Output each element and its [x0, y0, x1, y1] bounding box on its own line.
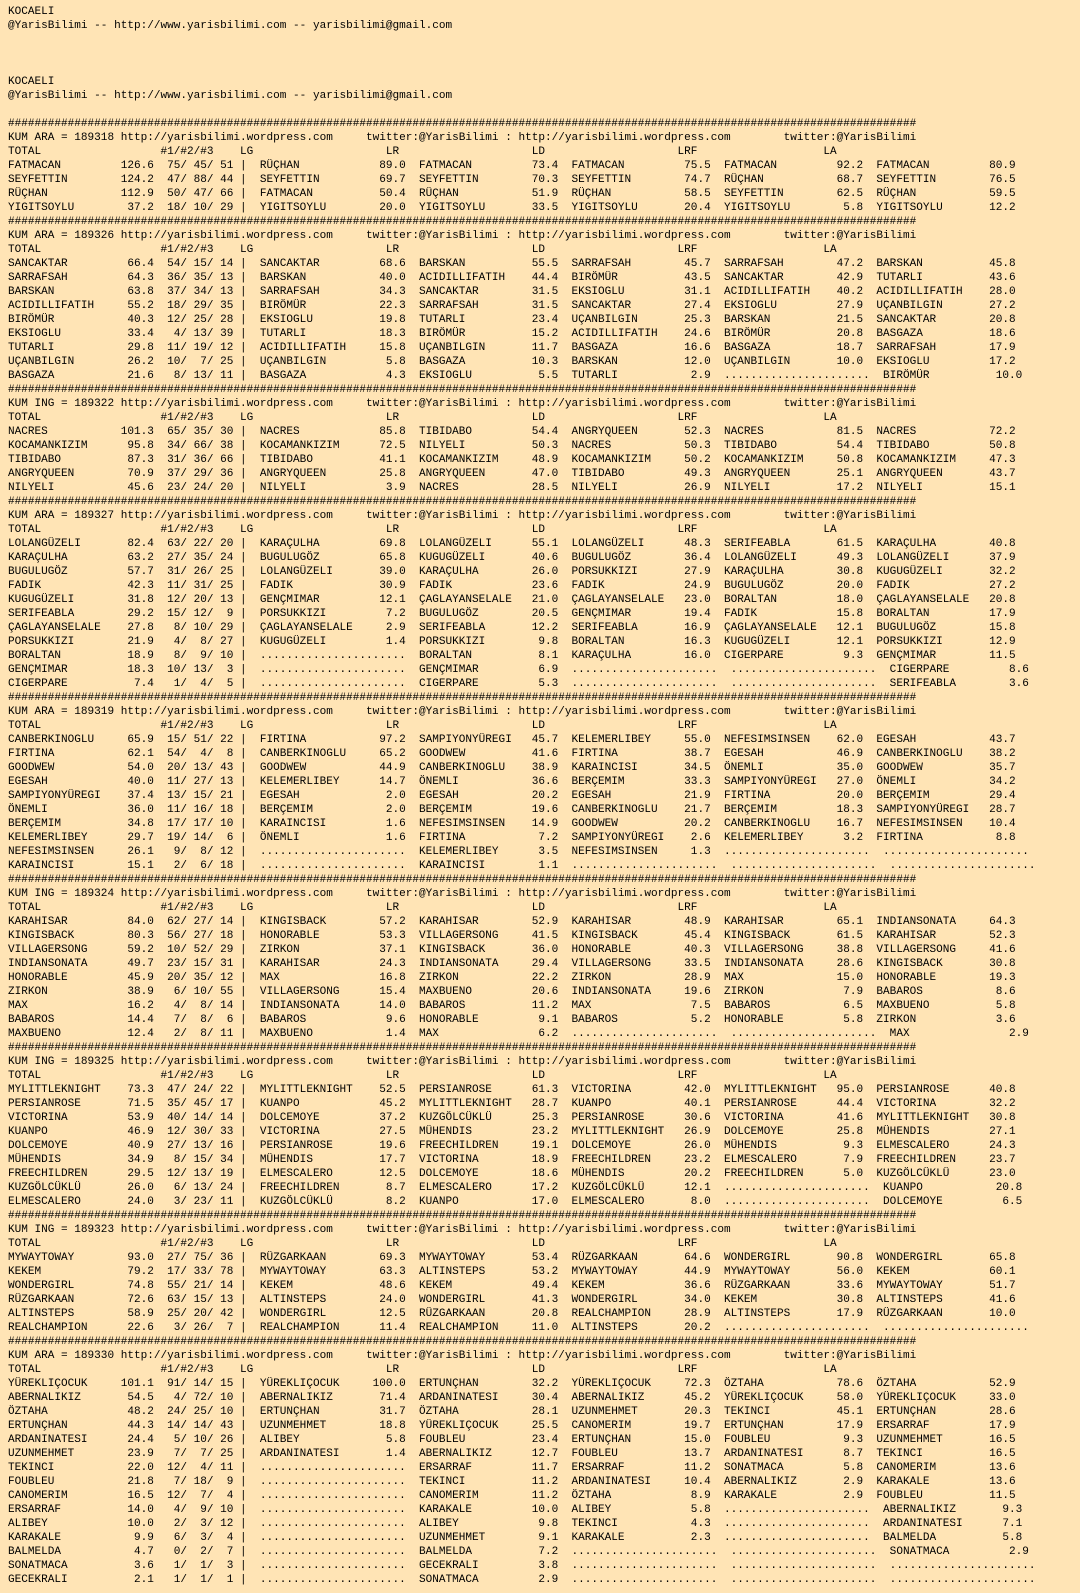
horse-row: ZIRKON 38.9 6/ 10/ 55 | VILLAGERSONG 15.4 MAXBUENO 20.6 INDIANSONATA 19.6 ZIRKON 7.9 BABAROS 8.6 — [8, 986, 1016, 998]
horse-row: KARAINCISI 15.1 2/ 6/ 18 | ...................... KARAINCISI 1.1 ...................... ...................... ...................... — [8, 860, 1036, 872]
race-title-line: KUM ING = 189323 http://yarisbilimi.wordpress.com twitter:@YarisBilimi : http://yarisbilimi.wordpress.com twitter:@YarisBilimi — [8, 1224, 917, 1236]
horse-row: BUGULUGÖZ 57.7 31/ 26/ 25 | LOLANGÜZELI 39.0 KARAÇULHA 26.0 PORSUKKIZI 27.9 KARAÇULHA 30.8 KUGUGÜZELI 32.2 — [8, 566, 1016, 578]
section-separator: ######################################################################################################################################### — [8, 1042, 917, 1054]
horse-row: MÜHENDIS 34.9 8/ 15/ 34 | MÜHENDIS 17.7 VICTORINA 18.9 FREECHILDREN 23.2 ELMESCALERO 7.9 FREECHILDREN 23.7 — [8, 1154, 1016, 1166]
horse-row: ÇAGLAYANSELALE 27.8 8/ 10/ 29 | ÇAGLAYANSELALE 2.9 SERIFEABLA 12.2 SERIFEABLA 16.9 ÇAGLAYANSELALE 12.1 BUGULUGÖZ 15.8 — [8, 622, 1016, 634]
race-block — [8, 705, 1076, 873]
horse-row: PORSUKKIZI 21.9 4/ 8/ 27 | KUGUGÜZELI 1.4 PORSUKKIZI 9.8 BORALTAN 16.3 KUGUGÜZELI 12.1 PORSUKKIZI 12.9 — [8, 636, 1016, 648]
horse-row: HONORABLE 45.9 20/ 35/ 12 | MAX 16.8 ZIRKON 22.2 ZIRKON 28.9 MAX 15.0 HONORABLE 19.3 — [8, 972, 1016, 984]
horse-row: ARDANINATESI 24.4 5/ 10/ 26 | ALIBEY 5.8 FOUBLEU 23.4 ERTUNÇHAN 15.0 FOUBLEU 9.3 UZUNMEHMET 16.5 — [8, 1434, 1016, 1446]
horse-row: FADIK 42.3 11/ 31/ 25 | FADIK 30.9 FADIK 23.6 FADIK 24.9 BUGULUGÖZ 20.0 FADIK 27.2 — [8, 580, 1016, 592]
section-separator: ######################################################################################################################################### — [8, 216, 917, 228]
horse-row: REALCHAMPION 22.6 3/ 26/ 7 | REALCHAMPION 11.4 REALCHAMPION 11.0 ALTINSTEPS 20.2 ...................... ...................... — [8, 1322, 1029, 1334]
horse-row: ANGRYQUEEN 70.9 37/ 29/ 36 | ANGRYQUEEN 25.8 ANGRYQUEEN 47.0 TIBIDABO 49.3 ANGRYQUEEN 25.1 ANGRYQUEEN 43.7 — [8, 468, 1016, 480]
horse-row: ERSARRAF 14.0 4/ 9/ 10 | ...................... KARAKALE 10.0 ALIBEY 5.8 ...................... ABERNALIKIZ 9.3 — [8, 1504, 1023, 1516]
horse-row: WONDERGIRL 74.8 55/ 21/ 14 | KEKEM 48.6 KEKEM 49.4 KEKEM 36.6 RÜZGARKAAN 33.6 MYWAYTOWAY 51.7 — [8, 1280, 1016, 1292]
header-line: KOCAELI — [8, 76, 55, 88]
horse-row: SANCAKTAR 66.4 54/ 15/ 14 | SANCAKTAR 68.6 BARSKAN 55.5 SARRAFSAH 45.7 SARRAFSAH 47.2 BARSKAN 45.8 — [8, 258, 1016, 270]
horse-row: MYWAYTOWAY 93.0 27/ 75/ 36 | RÜZGARKAAN 69.3 MYWAYTOWAY 53.4 RÜZGARKAAN 64.6 WONDERGIRL 90.8 WONDERGIRL 65.8 — [8, 1252, 1016, 1264]
column-header-line: TOTAL #1/#2/#3 LG LR LD LRF LA — [8, 524, 837, 536]
horse-row: BORALTAN 18.9 8/ 9/ 10 | ...................... BORALTAN 8.1 KARAÇULHA 16.0 CIGERPARE 9.3 GENÇMIMAR 11.5 — [8, 650, 1016, 662]
horse-row: NILYELI 45.6 23/ 24/ 20 | NILYELI 3.9 NACRES 28.5 NILYELI 26.9 NILYELI 17.2 NILYELI 15.1 — [8, 482, 1016, 494]
horse-row: ALIBEY 10.0 2/ 3/ 12 | ...................... ALIBEY 9.8 TEKINCI 4.3 ...................... ARDANINATESI 7.1 — [8, 1518, 1023, 1530]
section-separator: ######################################################################################################################################### — [8, 384, 917, 396]
race-title-line: KUM ING = 189322 http://yarisbilimi.wordpress.com twitter:@YarisBilimi : http://yarisbilimi.wordpress.com twitter:@YarisBilimi — [8, 398, 917, 410]
horse-row: MAX 16.2 4/ 8/ 14 | INDIANSONATA 14.0 BABAROS 11.2 MAX 7.5 BABAROS 6.5 MAXBUENO 5.8 — [8, 1000, 1016, 1012]
horse-row: CIGERPARE 7.4 1/ 4/ 5 | ...................... CIGERPARE 5.3 ...................... ...................... SERIFEABLA 3.6 — [8, 678, 1029, 690]
section-separator: ######################################################################################################################################### — [8, 692, 917, 704]
race-title-line: KUM ARA = 189327 http://yarisbilimi.wordpress.com twitter:@YarisBilimi : http://yarisbilimi.wordpress.com twitter:@YarisBilimi — [8, 510, 917, 522]
horse-row: YIGITSOYLU 37.2 18/ 10/ 29 | YIGITSOYLU 20.0 YIGITSOYLU 33.5 YIGITSOYLU 20.4 YIGITSOYLU 5.8 YIGITSOYLU 12.2 — [8, 202, 1016, 214]
horse-row: BASGAZA 21.6 8/ 13/ 11 | BASGAZA 4.3 EKSIOGLU 5.5 TUTARLI 2.9 ...................... BIRÖMÜR 10.0 — [8, 370, 1023, 382]
horse-row: KEKEM 79.2 17/ 33/ 78 | MYWAYTOWAY 63.3 ALTINSTEPS 53.2 MYWAYTOWAY 44.9 MYWAYTOWAY 56.0 KEKEM 60.1 — [8, 1266, 1016, 1278]
column-header-line: TOTAL #1/#2/#3 LG LR LD LRF LA — [8, 902, 837, 914]
race-statistics-document — [8, 5, 1076, 1587]
horse-row: NEFESIMSINSEN 26.1 9/ 8/ 12 | ...................... KELEMERLIBEY 3.5 NEFESIMSINSEN 1.3 ...................... ...................... — [8, 846, 1029, 858]
race-title-line: KUM ARA = 189318 http://yarisbilimi.wordpress.com twitter:@YarisBilimi : http://yarisbilimi.wordpress.com twitter:@YarisBilimi — [8, 132, 917, 144]
horse-row: KARAÇULHA 63.2 27/ 35/ 24 | BUGULUGÖZ 65.8 KUGUGÜZELI 40.6 BUGULUGÖZ 36.4 LOLANGÜZELI 49.3 LOLANGÜZELI 37.9 — [8, 552, 1016, 564]
horse-row: VICTORINA 53.9 40/ 14/ 14 | DOLCEMOYE 37.2 KUZGÖLCÜKLÜ 25.3 PERSIANROSE 30.6 VICTORINA 41.6 MYLITTLEKNIGHT 30.8 — [8, 1112, 1016, 1124]
horse-row: FATMACAN 126.6 75/ 45/ 51 | RÜÇHAN 89.0 FATMACAN 73.4 FATMACAN 75.5 FATMACAN 92.2 FATMACAN 80.9 — [8, 160, 1016, 172]
header-line — [8, 61, 1076, 75]
horse-row: EKSIOGLU 33.4 4/ 13/ 39 | TUTARLI 18.3 BIRÖMÜR 15.2 ACIDILLIFATIH 24.6 BIRÖMÜR 20.8 BASGAZA 18.6 — [8, 328, 1016, 340]
horse-row: GENÇMIMAR 18.3 10/ 13/ 3 | ...................... GENÇMIMAR 6.9 ...................... ...................... CIGERPARE 8.6 — [8, 664, 1029, 676]
horse-row: KARAHISAR 84.0 62/ 27/ 14 | KINGISBACK 57.2 KARAHISAR 52.9 KARAHISAR 48.9 KARAHISAR 65.1 INDIANSONATA 64.3 — [8, 916, 1016, 928]
horse-row: ALTINSTEPS 58.9 25/ 20/ 42 | WONDERGIRL 12.5 RÜZGARKAAN 20.8 REALCHAMPION 28.9 ALTINSTEPS 17.9 RÜZGARKAAN 10.0 — [8, 1308, 1016, 1320]
horse-row: MYLITTLEKNIGHT 73.3 47/ 24/ 22 | MYLITTLEKNIGHT 52.5 PERSIANROSE 61.3 VICTORINA 42.0 MYLITTLEKNIGHT 95.0 PERSIANROSE 40.8 — [8, 1084, 1016, 1096]
race-block — [8, 1055, 1076, 1209]
horse-row: DOLCEMOYE 40.9 27/ 13/ 16 | PERSIANROSE 19.6 FREECHILDREN 19.1 DOLCEMOYE 26.0 MÜHENDIS 9.3 ELMESCALERO 24.3 — [8, 1140, 1016, 1152]
horse-row: UÇANBILGIN 26.2 10/ 7/ 25 | UÇANBILGIN 5.8 BASGAZA 10.3 BARSKAN 12.0 UÇANBILGIN 10.0 EKSIOGLU 17.2 — [8, 356, 1016, 368]
horse-row: INDIANSONATA 49.7 23/ 15/ 31 | KARAHISAR 24.3 INDIANSONATA 29.4 VILLAGERSONG 33.5 INDIANSONATA 28.6 KINGISBACK 30.8 — [8, 958, 1016, 970]
header-line — [8, 47, 1076, 61]
horse-row: TEKINCI 22.0 12/ 4/ 11 | ...................... ERSARRAF 11.7 ERSARRAF 11.2 SONATMACA 5.8 CANOMERIM 13.6 — [8, 1462, 1016, 1474]
column-header-line: TOTAL #1/#2/#3 LG LR LD LRF LA — [8, 1238, 837, 1250]
horse-row: KOCAMANKIZIM 95.8 34/ 66/ 38 | KOCAMANKIZIM 72.5 NILYELI 50.3 NACRES 50.3 TIBIDABO 54.4 TIBIDABO 50.8 — [8, 440, 1016, 452]
column-header-line: TOTAL #1/#2/#3 LG LR LD LRF LA — [8, 244, 837, 256]
horse-row: BERÇEMIM 34.8 17/ 17/ 10 | KARAINCISI 1.6 NEFESIMSINSEN 14.9 GOODWEW 20.2 CANBERKINOGLU 16.7 NEFESIMSINSEN 10.4 — [8, 818, 1016, 830]
horse-row: SONATMACA 3.6 1/ 1/ 3 | ...................... GECEKRALI 3.8 ...................... ...................... ...................... — [8, 1560, 1036, 1572]
horse-row: FREECHILDREN 29.5 12/ 13/ 19 | ELMESCALERO 12.5 DOLCEMOYE 18.6 MÜHENDIS 20.2 FREECHILDREN 5.0 KUZGÖLCÜKLÜ 23.0 — [8, 1168, 1016, 1180]
section-separator: ######################################################################################################################################### — [8, 1336, 917, 1348]
race-title-line: KUM ARA = 189330 http://yarisbilimi.wordpress.com twitter:@YarisBilimi : http://yarisbilimi.wordpress.com twitter:@YarisBilimi — [8, 1350, 917, 1362]
horse-row: KARAKALE 9.9 6/ 3/ 4 | ...................... UZUNMEHMET 9.1 KARAKALE 2.3 ...................... BALMELDA 5.8 — [8, 1532, 1023, 1544]
horse-row: ELMESCALERO 24.0 3/ 23/ 11 | KUZGÖLCÜKLÜ 8.2 KUANPO 17.0 ELMESCALERO 8.0 ...................... DOLCEMOYE 6.5 — [8, 1196, 1023, 1208]
race-title-line: KUM ING = 189324 http://yarisbilimi.wordpress.com twitter:@YarisBilimi : http://yarisbilimi.wordpress.com twitter:@YarisBilimi — [8, 888, 917, 900]
race-tables — [8, 117, 1076, 1587]
column-header-line: TOTAL #1/#2/#3 LG LR LD LRF LA — [8, 146, 837, 158]
race-title-line: KUM ING = 189325 http://yarisbilimi.wordpress.com twitter:@YarisBilimi : http://yarisbilimi.wordpress.com twitter:@YarisBilimi — [8, 1056, 917, 1068]
section-separator: ######################################################################################################################################### — [8, 118, 917, 130]
horse-row: CANOMERIM 16.5 12/ 7/ 4 | ...................... CANOMERIM 11.2 ÖZTAHA 8.9 KARAKALE 2.9 FOUBLEU 11.5 — [8, 1490, 1016, 1502]
column-header-line: TOTAL #1/#2/#3 LG LR LD LRF LA — [8, 720, 837, 732]
header-line — [8, 103, 1076, 117]
horse-row: ABERNALIKIZ 54.5 4/ 72/ 10 | ABERNALIKIZ 71.4 ARDANINATESI 30.4 ABERNALIKIZ 45.2 YÜREKLIÇOCUK 58.0 YÜREKLIÇOCUK 33.0 — [8, 1392, 1016, 1404]
document-header — [8, 5, 1076, 117]
horse-row: CANBERKINOGLU 65.9 15/ 51/ 22 | FIRTINA 97.2 SAMPIYONYÜREGI 45.7 KELEMERLIBEY 55.0 NEFESIMSINSEN 62.0 EGESAH 43.7 — [8, 734, 1016, 746]
header-line: @YarisBilimi -- http://www.yarisbilimi.com -- yarisbilimi@gmail.com — [8, 90, 453, 102]
horse-row: ÖZTAHA 48.2 24/ 25/ 10 | ERTUNÇHAN 31.7 ÖZTAHA 28.1 UZUNMEHMET 20.3 TEKINCI 45.1 ERTUNÇHAN 28.6 — [8, 1406, 1016, 1418]
horse-row: SARRAFSAH 64.3 36/ 35/ 13 | BARSKAN 40.0 ACIDILLIFATIH 44.4 BIRÖMÜR 43.5 SANCAKTAR 42.9 TUTARLI 43.6 — [8, 272, 1016, 284]
horse-row: TUTARLI 29.8 11/ 19/ 12 | ACIDILLIFATIH 15.8 UÇANBILGIN 11.7 BASGAZA 16.6 BASGAZA 18.7 SARRAFSAH 17.9 — [8, 342, 1016, 354]
column-header-line: TOTAL #1/#2/#3 LG LR LD LRF LA — [8, 412, 837, 424]
horse-row: FIRTINA 62.1 54/ 4/ 8 | CANBERKINOGLU 65.2 GOODWEW 41.6 FIRTINA 38.7 EGESAH 46.9 CANBERKINOGLU 38.2 — [8, 748, 1016, 760]
horse-row: YÜREKLIÇOCUK 101.1 91/ 14/ 15 | YÜREKLIÇOCUK 100.0 ERTUNÇHAN 32.2 YÜREKLIÇOCUK 72.3 ÖZTAHA 78.6 ÖZTAHA 52.9 — [8, 1378, 1016, 1390]
horse-row: KUZGÖLCÜKLÜ 26.0 6/ 13/ 24 | FREECHILDREN 8.7 ELMESCALERO 17.2 KUZGÖLCÜKLÜ 12.1 ...................... KUANPO 20.8 — [8, 1182, 1023, 1194]
horse-row: VILLAGERSONG 59.2 10/ 52/ 29 | ZIRKON 37.1 KINGISBACK 36.0 HONORABLE 40.3 VILLAGERSONG 38.8 VILLAGERSONG 41.6 — [8, 944, 1016, 956]
horse-row: ÖNEMLI 36.0 11/ 16/ 18 | BERÇEMIM 2.0 BERÇEMIM 19.6 CANBERKINOGLU 21.7 BERÇEMIM 18.3 SAMPIYONYÜREGI 28.7 — [8, 804, 1016, 816]
horse-row: KINGISBACK 80.3 56/ 27/ 18 | HONORABLE 53.3 VILLAGERSONG 41.5 KINGISBACK 45.4 KINGISBACK 61.5 KARAHISAR 52.3 — [8, 930, 1016, 942]
race-block — [8, 509, 1076, 691]
horse-row: LOLANGÜZELI 82.4 63/ 22/ 20 | KARAÇULHA 69.8 LOLANGÜZELI 55.1 LOLANGÜZELI 48.3 SERIFEABLA 61.5 KARAÇULHA 40.8 — [8, 538, 1016, 550]
horse-row: SAMPIYONYÜREGI 37.4 13/ 15/ 21 | EGESAH 2.0 EGESAH 20.2 EGESAH 21.9 FIRTINA 20.0 BERÇEMIM 29.4 — [8, 790, 1016, 802]
race-title-line: KUM ARA = 189319 http://yarisbilimi.wordpress.com twitter:@YarisBilimi : http://yarisbilimi.wordpress.com twitter:@YarisBilimi — [8, 706, 917, 718]
horse-row: GOODWEW 54.0 20/ 13/ 43 | GOODWEW 44.9 CANBERKINOGLU 38.9 KARAINCISI 34.5 ÖNEMLI 35.0 GOODWEW 35.7 — [8, 762, 1016, 774]
race-block — [8, 131, 1076, 215]
horse-row: MAXBUENO 12.4 2/ 8/ 11 | MAXBUENO 1.4 MAX 6.2 ...................... ...................... MAX 2.9 — [8, 1028, 1029, 1040]
horse-row: BABAROS 14.4 7/ 8/ 6 | BABAROS 9.6 HONORABLE 9.1 BABAROS 5.2 HONORABLE 5.8 ZIRKON 3.6 — [8, 1014, 1016, 1026]
horse-row: ERTUNÇHAN 44.3 14/ 14/ 43 | UZUNMEHMET 18.8 YÜREKLIÇOCUK 25.5 CANOMERIM 19.7 ERTUNÇHAN 17.9 ERSARRAF 17.9 — [8, 1420, 1016, 1432]
section-separator: ######################################################################################################################################### — [8, 874, 917, 886]
race-block — [8, 1223, 1076, 1335]
race-title-line: KUM ARA = 189326 http://yarisbilimi.wordpress.com twitter:@YarisBilimi : http://yarisbilimi.wordpress.com twitter:@YarisBilimi — [8, 230, 917, 242]
horse-row: NACRES 101.3 65/ 35/ 30 | NACRES 85.8 TIBIDABO 54.4 ANGRYQUEEN 52.3 NACRES 81.5 NACRES 72.2 — [8, 426, 1016, 438]
header-line — [8, 33, 1076, 47]
race-block — [8, 1349, 1076, 1587]
header-line: @YarisBilimi -- http://www.yarisbilimi.com -- yarisbilimi@gmail.com — [8, 20, 453, 32]
horse-row: KELEMERLIBEY 29.7 19/ 14/ 6 | ÖNEMLI 1.6 FIRTINA 7.2 SAMPIYONYÜREGI 2.6 KELEMERLIBEY 3.2 FIRTINA 8.8 — [8, 832, 1016, 844]
section-separator: ######################################################################################################################################### — [8, 1210, 917, 1222]
horse-row: SERIFEABLA 29.2 15/ 12/ 9 | PORSUKKIZI 7.2 BUGULUGÖZ 20.5 GENÇMIMAR 19.4 FADIK 15.8 BORALTAN 17.9 — [8, 608, 1016, 620]
race-block — [8, 397, 1076, 495]
header-line: KOCAELI — [8, 6, 55, 18]
horse-row: BALMELDA 4.7 0/ 2/ 7 | ...................... BALMELDA 7.2 ...................... ...................... SONATMACA 2.9 — [8, 1546, 1029, 1558]
horse-row: SEYFETTIN 124.2 47/ 88/ 44 | SEYFETTIN 69.7 SEYFETTIN 70.3 SEYFETTIN 74.7 RÜÇHAN 68.7 SEYFETTIN 76.5 — [8, 174, 1016, 186]
horse-row: ACIDILLIFATIH 55.2 18/ 29/ 35 | BIRÖMÜR 22.3 SARRAFSAH 31.5 SANCAKTAR 27.4 EKSIOGLU 27.9 UÇANBILGIN 27.2 — [8, 300, 1016, 312]
horse-row: RÜÇHAN 112.9 50/ 47/ 66 | FATMACAN 50.4 RÜÇHAN 51.9 RÜÇHAN 58.5 SEYFETTIN 62.5 RÜÇHAN 59.5 — [8, 188, 1016, 200]
horse-row: EGESAH 40.0 11/ 27/ 13 | KELEMERLIBEY 14.7 ÖNEMLI 36.6 BERÇEMIM 33.3 SAMPIYONYÜREGI 27.0 ÖNEMLI 34.2 — [8, 776, 1016, 788]
horse-row: GECEKRALI 2.1 1/ 1/ 1 | ...................... SONATMACA 2.9 ...................... ...................... ...................... — [8, 1574, 1036, 1586]
horse-row: BIRÖMÜR 40.3 12/ 25/ 28 | EKSIOGLU 19.8 TUTARLI 23.4 UÇANBILGIN 25.3 BARSKAN 21.5 SANCAKTAR 20.8 — [8, 314, 1016, 326]
horse-row: KUANPO 46.9 12/ 30/ 33 | VICTORINA 27.5 MÜHENDIS 23.2 MYLITTLEKNIGHT 26.9 DOLCEMOYE 25.8 MÜHENDIS 27.1 — [8, 1126, 1016, 1138]
horse-row: TIBIDABO 87.3 31/ 36/ 66 | TIBIDABO 41.1 KOCAMANKIZIM 48.9 KOCAMANKIZIM 50.2 KOCAMANKIZIM 50.8 KOCAMANKIZIM 47.3 — [8, 454, 1016, 466]
horse-row: BARSKAN 63.8 37/ 34/ 13 | SARRAFSAH 34.3 SANCAKTAR 31.5 EKSIOGLU 31.1 ACIDILLIFATIH 40.2 ACIDILLIFATIH 28.0 — [8, 286, 1016, 298]
race-block — [8, 887, 1076, 1041]
horse-row: KUGUGÜZELI 31.8 12/ 20/ 13 | GENÇMIMAR 12.1 ÇAGLAYANSELALE 21.0 ÇAGLAYANSELALE 23.0 BORALTAN 18.0 ÇAGLAYANSELALE 20.8 — [8, 594, 1016, 606]
race-block — [8, 229, 1076, 383]
horse-row: PERSIANROSE 71.5 35/ 45/ 17 | KUANPO 45.2 MYLITTLEKNIGHT 28.7 KUANPO 40.1 PERSIANROSE 44.4 VICTORINA 32.2 — [8, 1098, 1016, 1110]
section-separator: ######################################################################################################################################### — [8, 496, 917, 508]
horse-row: FOUBLEU 21.8 7/ 18/ 9 | ...................... TEKINCI 11.2 ARDANINATESI 10.4 ABERNALIKIZ 2.9 KARAKALE 13.6 — [8, 1476, 1016, 1488]
horse-row: UZUNMEHMET 23.9 7/ 7/ 25 | ARDANINATESI 1.4 ABERNALIKIZ 12.7 FOUBLEU 13.7 ARDANINATESI 8.7 TEKINCI 16.5 — [8, 1448, 1016, 1460]
horse-row: RÜZGARKAAN 72.6 63/ 15/ 13 | ALTINSTEPS 24.0 WONDERGIRL 41.3 WONDERGIRL 34.0 KEKEM 30.8 ALTINSTEPS 41.6 — [8, 1294, 1016, 1306]
column-header-line: TOTAL #1/#2/#3 LG LR LD LRF LA — [8, 1070, 837, 1082]
column-header-line: TOTAL #1/#2/#3 LG LR LD LRF LA — [8, 1364, 837, 1376]
